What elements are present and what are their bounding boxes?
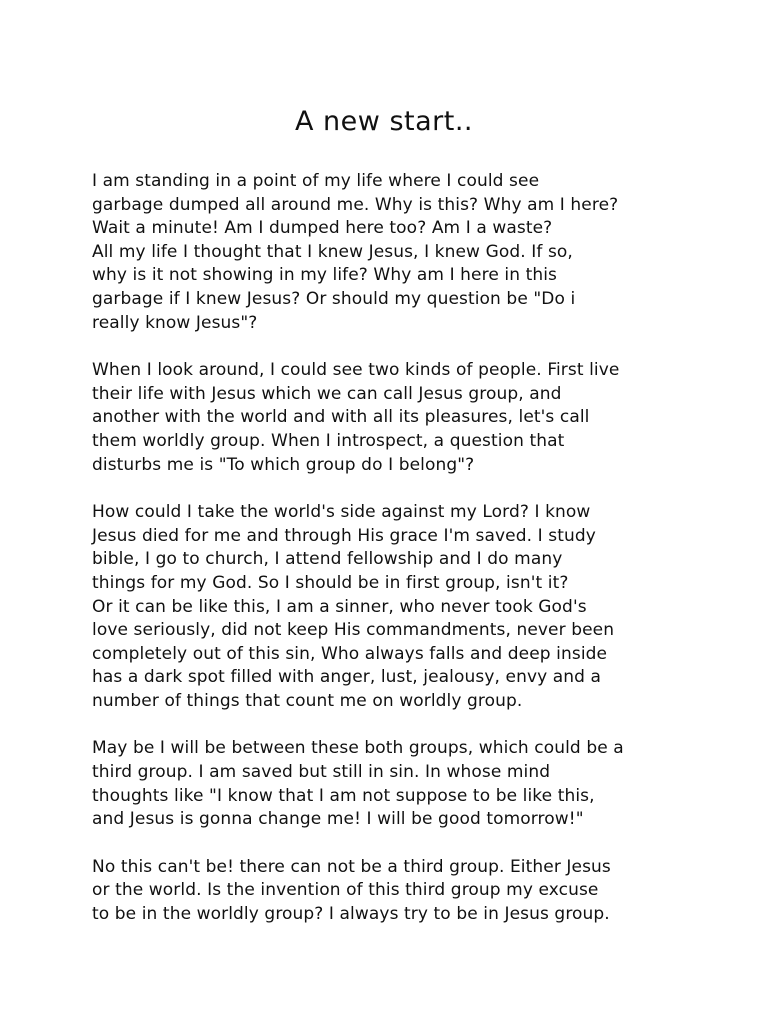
text-line: completely out of this sin, Who always falls and deep inside (92, 643, 608, 664)
text-line: to be in the worldly group? I always try to be in Jesus group. (92, 904, 610, 925)
paragraph-5 (92, 856, 692, 927)
text-line: has a dark spot filled with anger, lust, jealousy, envy and a (92, 667, 602, 688)
text-line: How could I take the world's side against my Lord? I know (92, 502, 591, 523)
document-body (92, 170, 692, 951)
text-line: their life with Jesus which we can call Jesus group, and (92, 383, 562, 404)
text-line: No this can't be! there can not be a third group. Either Jesus (92, 856, 611, 877)
text-line: them worldly group. When I introspect, a question that (92, 430, 565, 451)
text-line: May be I will be between these both groups, which could be a (92, 738, 624, 759)
text-line: another with the world and with all its pleasures, let's call (92, 407, 590, 428)
text-line: All my life I thought that I knew Jesus, I knew God. If so, (92, 241, 573, 262)
page-title: A new start.. (295, 106, 473, 137)
paragraph-4 (92, 737, 692, 831)
paragraph-2 (92, 359, 692, 477)
text-line: When I look around, I could see two kinds of people. First live (92, 360, 620, 381)
text-line: garbage dumped all around me. Why is this? Why am I here? (92, 194, 619, 215)
text-line: really know Jesus"? (92, 312, 258, 333)
text-line: third group. I am saved but still in sin. In whose mind (92, 762, 551, 783)
text-line: garbage if I knew Jesus? Or should my question be "Do i (92, 288, 576, 309)
text-line: Wait a minute! Am I dumped here too? Am I a waste? (92, 218, 553, 239)
text-line: number of things that count me on worldly group. (92, 690, 523, 711)
text-line: Jesus died for me and through His grace I'm saved. I study (92, 525, 596, 546)
text-line: and Jesus is gonna change me! I will be good tomorrow!" (92, 809, 584, 830)
text-line: or the world. Is the invention of this third group my excuse (92, 880, 599, 901)
text-line: disturbs me is "To which group do I belong"? (92, 454, 475, 475)
text-line: why is it not showing in my life? Why am I here in this (92, 265, 558, 286)
text-line: Or it can be like this, I am a sinner, who never took God's (92, 596, 587, 617)
text-line: love seriously, did not keep His commandments, never been (92, 620, 615, 641)
text-line: thoughts like "I know that I am not suppose to be like this, (92, 785, 595, 806)
paragraph-1 (92, 170, 692, 335)
text-line: I am standing in a point of my life where I could see (92, 171, 540, 191)
text-line: things for my God. So I should be in first group, isn't it? (92, 572, 569, 593)
text-line: bible, I go to church, I attend fellowship and I do many (92, 549, 563, 570)
paragraph-3 (92, 501, 692, 713)
